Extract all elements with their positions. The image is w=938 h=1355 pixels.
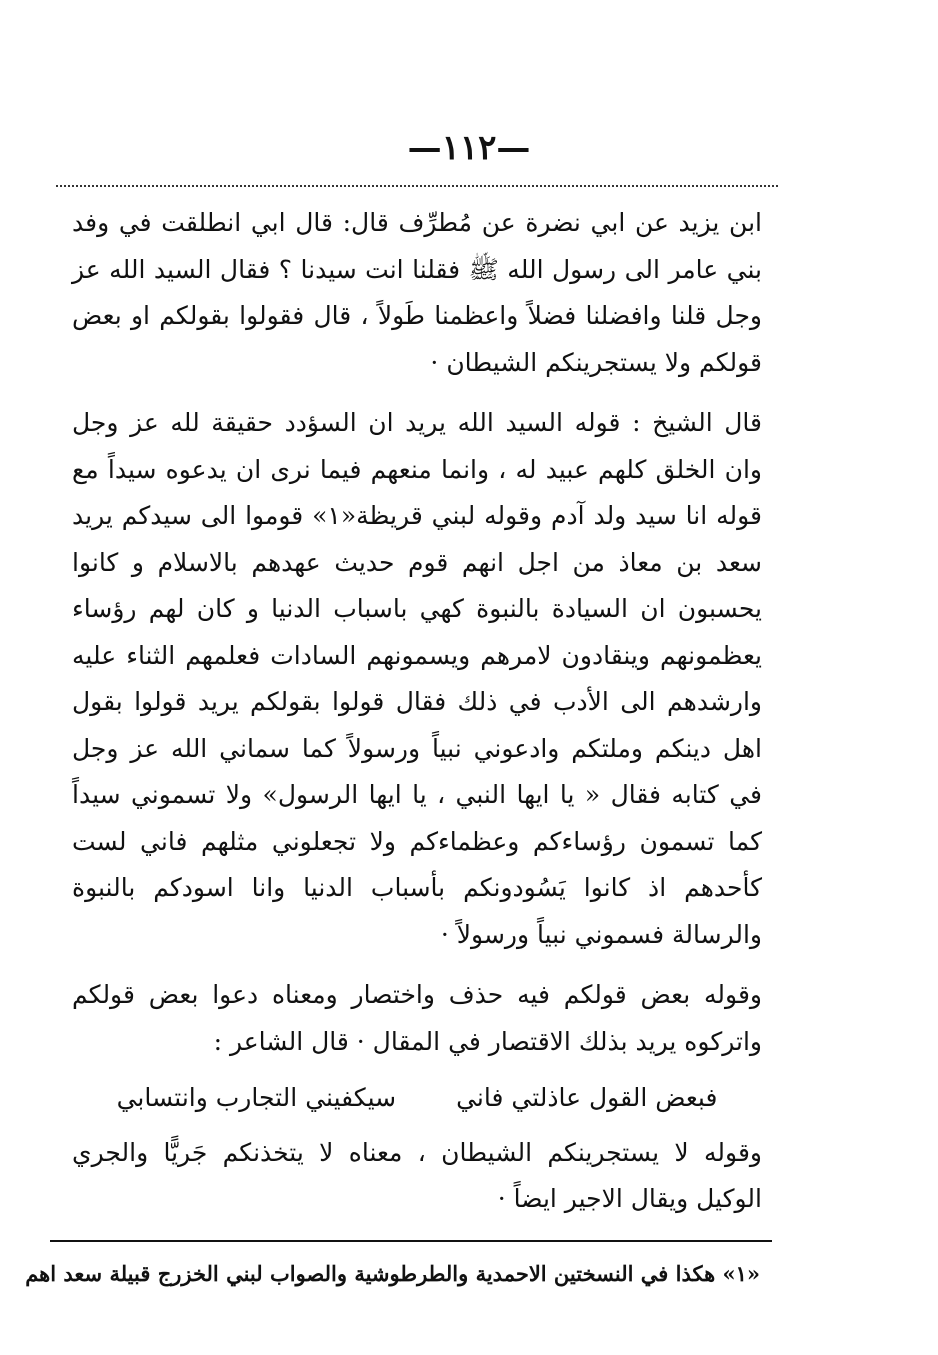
footnote-text: «١» هكذا في النسختين الاحمدية والطرطوشية والصواب لبني الخزرج قبيلة سعد اهم (25, 1261, 760, 1286)
header-dotted-divider (56, 185, 778, 187)
poem-verse (72, 1075, 762, 1122)
paragraph-explanation: وقوله بعض قولكم فيه حذف واختصار ومعناه دعوا بعض قولكم واتركوه يريد بذلك الاقتصار في المقال · قال الشاعر : (72, 980, 762, 1056)
poem-second-hemistich: سيكفيني التجارب وانتسابي (116, 1083, 397, 1112)
poem-first-hemistich: فبعض القول عاذلتي فاني (456, 1083, 718, 1112)
page-number: —١١٢— (407, 128, 531, 168)
main-text-block (72, 200, 762, 1223)
paragraph-hadith: ابن يزيد عن ابي نضرة عن مُطرِّف قال: قال ابي انطلقت في وفد بني عامر الى رسول الله ﷺ فقلنا انت سيدنا ؟ فقال السيد الله عز وجل قلنا وافضلنا فضلاً واعظمنا طَولاً ، قال فقولوا بقولكم او بعض قولكم ولا يستجرينكم الشيطان · (72, 208, 762, 377)
paragraph-closing: وقوله لا يستجرينكم الشيطان ، معناه لا يتخذنكم جَريًّا والجري الوكيل ويقال الاجير ايضاً · (72, 1137, 762, 1213)
paragraph-commentary: قال الشيخ : قوله السيد الله يريد ان السؤدد حقيقة لله عز وجل وان الخلق كلهم عبيد له ، وانما منعهم فيما نرى ان يدعوه سيداً مع قوله انا سيد ولد آدم وقوله لبني قريظة«١» قوموا الى سيدكم يريد سعد بن معاذ من اجل انهم قوم حديث عهدهم بالاسلام و كانوا يحسبون ان السيادة بالنبوة كهي باسباب الدنيا و كان لهم رؤساء يعظمونهم وينقادون لامرهم ويسمونهم السادات فعلمهم الثناء عليه وارشدهم الى الأدب في ذلك فقال قولوا بقولكم يريد قولوا بقول اهل دينكم وملتكم وادعوني نبياً ورسولاً كما سماني الله عز وجل في كتابه فقال « يا ايها النبي ، يا ايها الرسول» ولا تسموني سيداً كما تسمون رؤساءكم وعظماءكم ولا تجعلوني مثلهم فاني لست كأحدهم اذ كانوا يَسُودونكم بأسباب الدنيا وانا اسودكم بالنبوة والرسالة فسموني نبياً ورسولاً · (72, 408, 762, 949)
footnote-divider (50, 1240, 772, 1242)
